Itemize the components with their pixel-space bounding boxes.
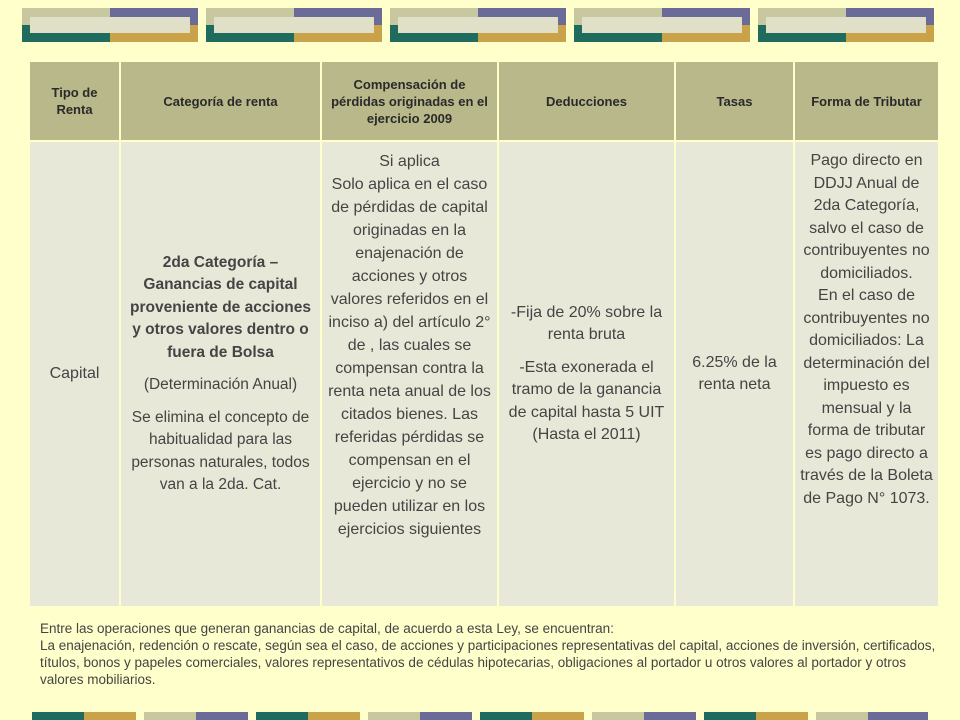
deco-block (574, 8, 750, 42)
categoria-determinacion: (Determinación Anual) (143, 376, 298, 393)
tax-table (30, 62, 938, 606)
compensacion-body: Solo aplica en el caso de pérdidas de capital originadas en la enajenación de acciones y otros valores referidos en el inciso a) del artículo 2° de , las cuales se compensan contra la renta neta anual de los citados bienes. Las referidas pérdidas se compensan en el ejercicio y no se pueden utilizar en los ejercicios siguientes (328, 176, 491, 538)
header-deducciones: Deducciones (499, 62, 674, 140)
cell-forma-tributar (795, 142, 938, 606)
tasas-value: 6.25% de la renta neta (692, 353, 777, 393)
categoria-note: Se elimina el concepto de habitualidad para las personas naturales, todos van a la 2da. Cat. (131, 408, 310, 493)
tipo-value: Capital (49, 364, 100, 382)
bottom-decoration (0, 712, 960, 720)
forma-pago-directo: Pago directo en DDJJ Anual de 2da Categoría, salvo el caso de contribuyentes no domiciliados. (803, 152, 930, 282)
header-categoria: Categoría de renta (121, 62, 320, 140)
deco-block (390, 8, 566, 42)
header-forma-tributar: Forma de Tributar (795, 62, 938, 140)
categoria-title: 2da Categoría – Ganancias de capital proveniente de acciones y otros valores dentro o fuera de Bolsa (130, 253, 311, 361)
cell-deducciones (499, 142, 674, 606)
deco-block (206, 8, 382, 42)
deducciones-fija: -Fija de 20% sobre la renta bruta (510, 303, 663, 343)
deco-block (22, 8, 198, 42)
header-tipo-renta: Tipo de Renta (30, 62, 119, 140)
top-decoration (0, 8, 960, 42)
footnote-intro: Entre las operaciones que generan ganancias de capital, de acuerdo a esta Ley, se encuentran: (40, 621, 614, 636)
cell-tasas (676, 142, 793, 606)
cell-compensacion (322, 142, 497, 606)
footnote-body: La enajenación, redención o rescate, según sea el caso, de acciones y participaciones representativas del capital, acciones de inversión, certificados, títulos, bonos y papeles comerciales, valores representativos de cédulas hipotecarias, obligaciones al portador u otros valores al portador y otros valores mobiliarios. (40, 638, 936, 687)
header-compensacion: Compensación de pérdidas originadas en el ejercicio 2009 (322, 62, 497, 140)
header-tasas: Tasas (676, 62, 793, 140)
deco-block (758, 8, 934, 42)
footnote (40, 620, 940, 688)
cell-categoria (121, 142, 320, 606)
cell-tipo (30, 142, 119, 606)
forma-no-domiciliados: En el caso de contribuyentes no domiciliados: La determinación del impuesto es mensual y la forma de tributar es pago directo a través de la Boleta de Pago N° 1073. (800, 287, 933, 507)
compensacion-title: Si aplica (379, 153, 440, 170)
deducciones-exonerada: -Esta exonerada el tramo de la ganancia de capital hasta 5 UIT (Hasta el 2011) (508, 358, 665, 443)
